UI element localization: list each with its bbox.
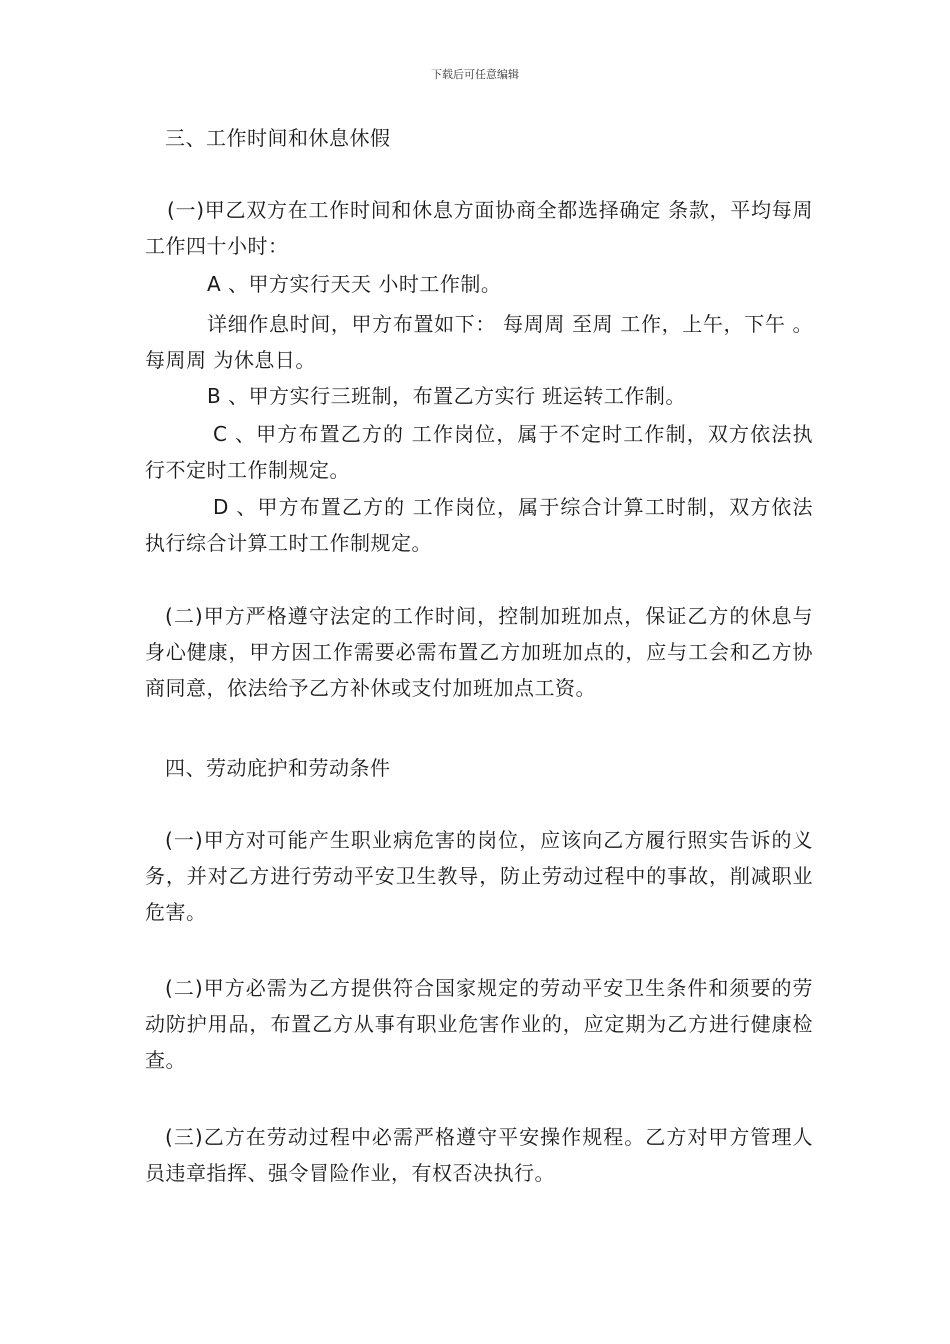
option-b: B 、甲方实行三班制，布置乙方实行 班运转工作制。: [207, 384, 686, 408]
section-3-clause-2: (二)甲方严格遵守法定的工作时间，控制加班加点，保证乙方的休息与身心健康，甲方因工作需要必需布置乙方加班加点的，应与工会和乙方协商同意，依法给予乙方补休或支付加班加点工资。: [145, 604, 813, 700]
section-4-clause-3: (三)乙方在劳动过程中必需严格遵守平安操作规程。乙方对甲方管理人员违章指挥、强令冒险作业，有权否决执行。: [145, 1125, 813, 1185]
section-4-clause-1: (一)甲方对可能产生职业病危害的岗位，应该向乙方履行照实告诉的义务，并对乙方进行劳动平安卫生教导，防止劳动过程中的事故，削减职业危害。: [145, 828, 813, 924]
section-4-title: 四、劳动庇护和劳动条件: [165, 756, 391, 780]
option-d: D 、甲方布置乙方的 工作岗位，属于综合计算工时制，双方依法执行综合计算工时工作制规定。: [145, 495, 813, 555]
schedule-detail: 详细作息时间，甲方布置如下： 每周周 至周 工作，上午，下午 。每周周 为休息日。: [145, 312, 813, 372]
section-4-clause-2: (二)甲方必需为乙方提供符合国家规定的劳动平安卫生条件和须要的劳动防护用品，布置乙方从事有职业危害作业的，应定期为乙方进行健康检查。: [145, 976, 813, 1072]
section-3-clause-1: (一)甲乙双方在工作时间和休息方面协商全都选择确定 条款，平均每周工作四十小时：: [145, 198, 813, 258]
option-c: C 、甲方布置乙方的 工作岗位，属于不定时工作制，双方依法执行不定时工作制规定。: [145, 422, 813, 482]
page-header-note: 下载后可任意编辑: [431, 68, 519, 81]
section-3-title: 三、工作时间和休息休假: [165, 126, 391, 150]
option-a: A 、甲方实行天天 小时工作制。: [207, 272, 502, 296]
